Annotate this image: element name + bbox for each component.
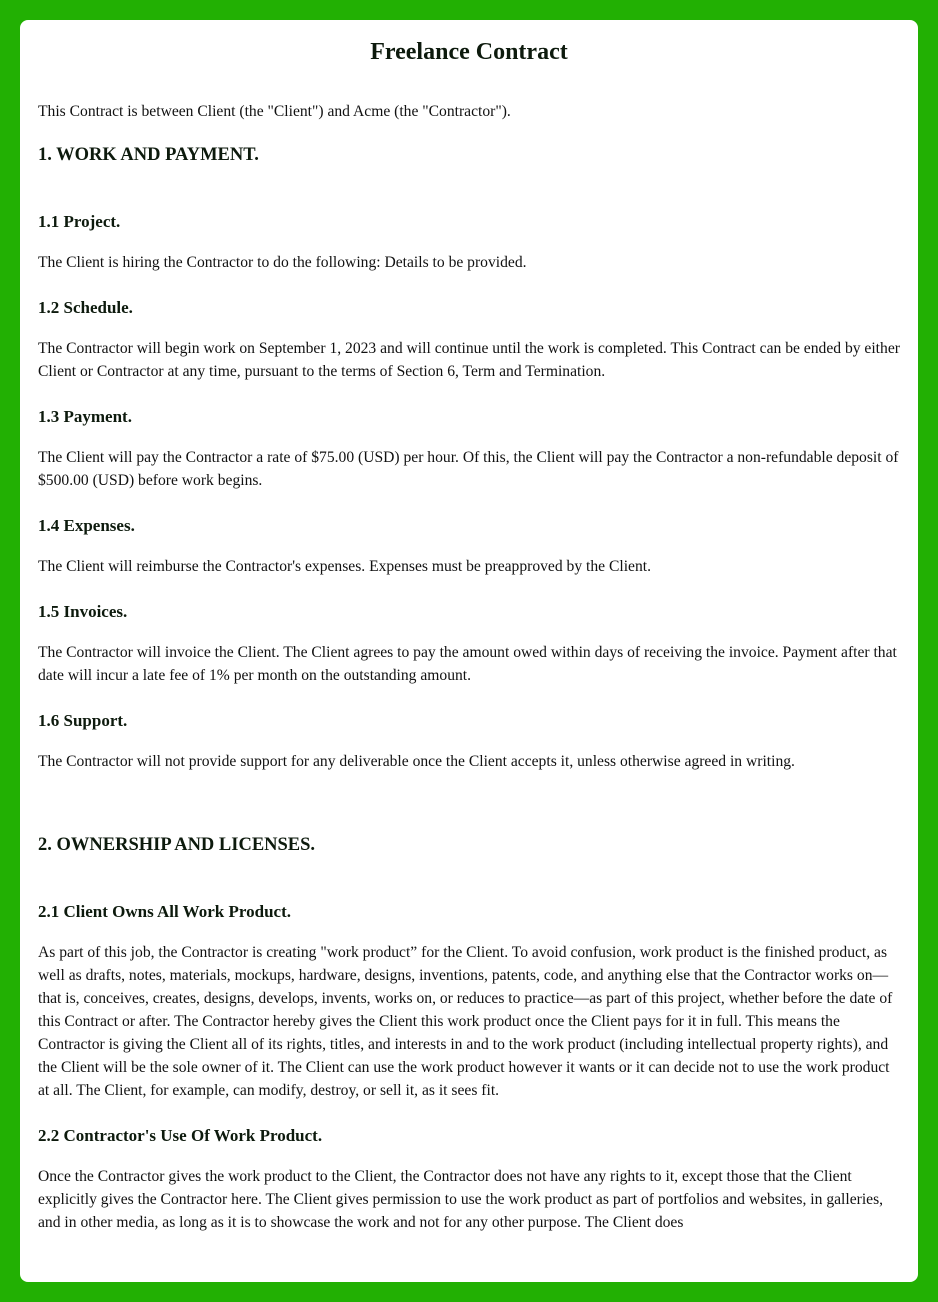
subsection-heading-contractor-use: 2.2 Contractor's Use Of Work Product. (38, 1126, 323, 1145)
subsection-text-invoices: The Contractor will invoice the Client. The Client agrees to pay the amount owed within days of receiving the invoice. Payment after that date will incur a late fee of 1% per month on the outstanding amount. (38, 644, 897, 684)
subsection-text-payment: The Client will pay the Contractor a rate of $75.00 (USD) per hour. Of this, the Client will pay the Contractor a non-refundable deposit of $500.00 (USD) before work begins. (38, 449, 899, 489)
subsection-text-client-owns: As part of this job, the Contractor is creating "work product” for the Client. To avoid confusion, work product is the finished product, as well as drafts, notes, materials, mockups, hardware, designs, inventions, patents, code, and anything else that the Contractor works on—that is, conceives, creates, designs, develops, invents, works on, or reduces to practice—as part of this project, whether before the date of this Contract or after. The Contractor hereby gives the Client this work product once the Client pays for it in full. This means the Contractor is giving the Client all of its rights, titles, and interests in and to the work product (including intellectual property rights), and the Client will be the sole owner of it. The Client can use the work product however it wants or it can decide not to use the work product at all. The Client, for example, can modify, destroy, or sell it, as it sees fit. (38, 944, 893, 1099)
intro-paragraph: This Contract is between Client (the "Client") and Acme (the "Contractor"). (38, 103, 511, 120)
subsection-heading-expenses: 1.4 Expenses. (38, 516, 135, 535)
subsection-text-schedule: The Contractor will begin work on September 1, 2023 and will continue until the work is completed. This Contract can be ended by either Client or Contractor at any time, pursuant to the terms of Section 6, Term and Termination. (38, 340, 900, 380)
contract-document (20, 20, 918, 1282)
subsection-heading-payment: 1.3 Payment. (38, 407, 132, 426)
document-title: Freelance Contract (370, 39, 568, 65)
subsection-text-expenses: The Client will reimburse the Contractor's expenses. Expenses must be preapproved by the Client. (38, 558, 651, 575)
subsection-heading-project: 1.1 Project. (38, 212, 121, 231)
subsection-heading-invoices: 1.5 Invoices. (38, 602, 128, 621)
section-heading-ownership: 2. OWNERSHIP AND LICENSES. (38, 835, 316, 855)
subsection-heading-support: 1.6 Support. (38, 711, 128, 730)
subsection-heading-client-owns: 2.1 Client Owns All Work Product. (38, 902, 291, 921)
subsection-text-support: The Contractor will not provide support for any deliverable once the Client accepts it, unless otherwise agreed in writing. (38, 753, 795, 770)
subsection-text-project: The Client is hiring the Contractor to do the following: Details to be provided. (38, 254, 527, 271)
subsection-heading-schedule: 1.2 Schedule. (38, 298, 133, 317)
subsection-text-contractor-use: Once the Contractor gives the work product to the Client, the Contractor does not have any rights to it, except those that the Client explicitly gives the Contractor here. The Client gives permission to use the work product as part of portfolios and websites, in galleries, and in other media, as long as it is to showcase the work and not for any other purpose. The Client does (38, 1168, 884, 1231)
section-heading-work-and-payment: 1. WORK AND PAYMENT. (38, 145, 259, 165)
